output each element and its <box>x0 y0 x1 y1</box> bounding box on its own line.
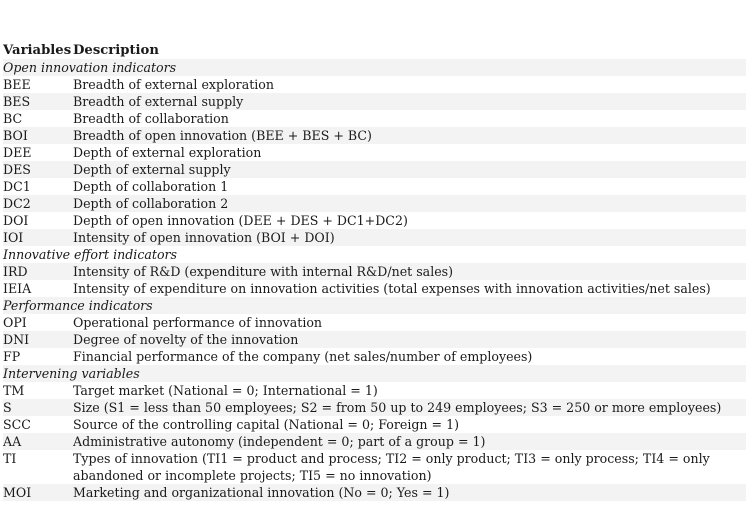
variable-code: BES <box>3 94 31 109</box>
table-row <box>3 76 746 93</box>
section-title: Open innovation indicators <box>3 59 746 76</box>
variable-description: Depth of external exploration <box>73 145 262 160</box>
variable-description: Breadth of external supply <box>73 94 244 109</box>
variable-code: DES <box>3 162 31 177</box>
table-row <box>3 127 746 144</box>
variable-description: Depth of external supply <box>73 162 231 177</box>
variable-code: IRD <box>3 264 28 279</box>
table-row <box>3 280 746 297</box>
variable-code: DEE <box>3 145 32 160</box>
variable-code: FP <box>3 349 21 364</box>
variable-description: Administrative autonomy (independent = 0; part of a group = 1) <box>73 434 486 449</box>
table-row <box>3 110 746 127</box>
table-header <box>3 42 746 59</box>
section-title: Intervening variables <box>3 365 746 382</box>
variable-code: DNI <box>3 332 30 347</box>
variable-description: Depth of collaboration 2 <box>73 196 229 211</box>
variable-description: Source of the controlling capital (National = 0; Foreign = 1) <box>73 417 460 432</box>
variable-code: MOI <box>3 485 32 500</box>
table-row <box>3 314 746 331</box>
header-variables: Variables <box>3 43 72 58</box>
table-row <box>3 144 746 161</box>
table-body <box>3 59 746 501</box>
section-title: Innovative effort indicators <box>3 247 178 262</box>
table-row <box>3 382 746 399</box>
variable-description: Types of innovation (TI1 = product and process; TI2 = only product; TI3 = only process; TI4 = only abandoned or incomplete projects; TI5 = no innovation) <box>73 451 710 483</box>
variable-code: TM <box>3 383 25 398</box>
variable-code: BC <box>3 111 23 126</box>
table-row <box>3 331 746 348</box>
variable-description: Breadth of external exploration <box>73 77 274 92</box>
variable-code: IEIA <box>3 281 32 296</box>
variable-description: Intensity of expenditure on innovation activities (total expenses with innovation activities/net sales) <box>73 281 711 296</box>
variable-description: Target market (National = 0; International = 1) <box>73 383 378 398</box>
variable-description: Breadth of collaboration <box>73 111 229 126</box>
table-row <box>3 178 746 195</box>
table-row <box>3 433 746 450</box>
variable-description: Financial performance of the company (net sales/number of employees) <box>73 349 533 364</box>
variable-description: Intensity of open innovation (BOI + DOI) <box>73 230 335 245</box>
variable-code: IOI <box>3 230 24 245</box>
variable-code: OPI <box>3 315 27 330</box>
variable-description: Marketing and organizational innovation (No = 0; Yes = 1) <box>73 485 450 500</box>
variable-code: SCC <box>3 417 31 432</box>
table-row <box>3 161 746 178</box>
table-row <box>3 229 746 246</box>
variable-description: Depth of open innovation (DEE + DES + DC1+DC2) <box>73 213 408 228</box>
table-row <box>3 212 746 229</box>
variable-code: TI <box>3 451 17 466</box>
variable-code: BEE <box>3 77 31 92</box>
table-row <box>3 348 746 365</box>
variable-code: DC1 <box>3 179 31 194</box>
variable-description: Operational performance of innovation <box>73 315 323 330</box>
variable-code: BOI <box>3 128 28 143</box>
variable-description: Intensity of R&D (expenditure with internal R&D/net sales) <box>73 264 454 279</box>
table-row <box>3 93 746 110</box>
variable-description: Degree of novelty of the innovation <box>73 332 299 347</box>
variable-code: DC2 <box>3 196 31 211</box>
table-row <box>3 263 746 280</box>
header-description: Description <box>73 43 159 58</box>
table-row <box>3 450 746 484</box>
variable-code: AA <box>3 434 22 449</box>
table-row <box>3 195 746 212</box>
variable-code: S <box>3 400 12 415</box>
section-title: Performance indicators <box>3 297 746 314</box>
table-row <box>3 399 746 416</box>
variable-code: DOI <box>3 213 29 228</box>
table-row <box>3 416 746 433</box>
variables-table <box>3 42 746 501</box>
variable-description: Breadth of open innovation (BEE + BES + BC) <box>73 128 372 143</box>
variable-description: Size (S1 = less than 50 employees; S2 = from 50 up to 249 employees; S3 = 250 or more employees) <box>73 400 722 415</box>
table-row <box>3 484 746 501</box>
variable-description: Depth of collaboration 1 <box>73 179 229 194</box>
